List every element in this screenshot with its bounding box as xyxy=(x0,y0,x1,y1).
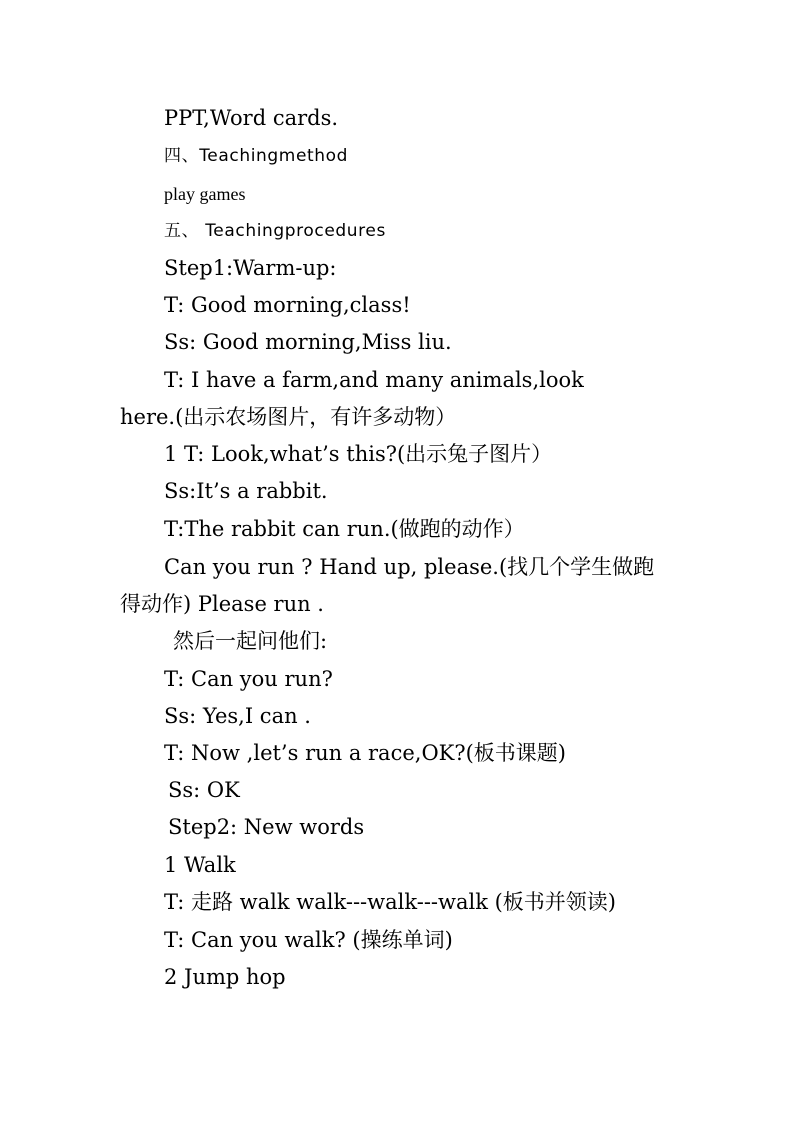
method-text: play games xyxy=(164,184,246,204)
dialogue-line: T: I have a farm,and many animals,look xyxy=(164,368,584,392)
dialogue-line: T: Now ,let’s run a race,OK?(板书课题) xyxy=(164,741,566,765)
dialogue-continuation: 得动作) Please run . xyxy=(120,592,324,616)
dialogue-line: T:The rabbit can run.(做跑的动作） xyxy=(164,517,525,541)
dialogue-line: T: Good morning,class! xyxy=(164,293,411,317)
new-word-item: 2 Jump hop xyxy=(164,965,286,989)
dialogue-line: T: Can you run? xyxy=(164,667,333,691)
dialogue-line: Can you run ? Hand up, please.(找几个学生做跑 xyxy=(164,555,655,579)
dialogue-line: Ss: Good morning,Miss liu. xyxy=(164,330,452,354)
dialogue-line: 1 T: Look,what’s this?(出示兔子图片） xyxy=(164,442,553,466)
dialogue-line: Ss:It’s a rabbit. xyxy=(164,479,328,503)
dialogue-line: T: 走路 walk walk---walk---walk (板书并领读) xyxy=(164,890,617,914)
dialogue-line: Ss: OK xyxy=(168,778,240,802)
section-heading-teaching-method: 四、Teachingmethod xyxy=(164,146,349,166)
materials-line: PPT,Word cards. xyxy=(164,106,339,130)
step2-heading: Step2: New words xyxy=(168,815,365,839)
dialogue-line: T: Can you walk? (操练单词) xyxy=(164,928,453,952)
new-word-item: 1 Walk xyxy=(164,853,236,877)
instruction-line: 然后一起问他们: xyxy=(173,629,328,653)
section-heading-teaching-procedures: 五、 Teachingprocedures xyxy=(164,221,386,241)
dialogue-continuation: here.(出示农场图片，有许多动物） xyxy=(120,405,457,429)
step1-heading: Step1:Warm-up: xyxy=(164,256,337,280)
dialogue-line: Ss: Yes,I can . xyxy=(164,704,311,728)
